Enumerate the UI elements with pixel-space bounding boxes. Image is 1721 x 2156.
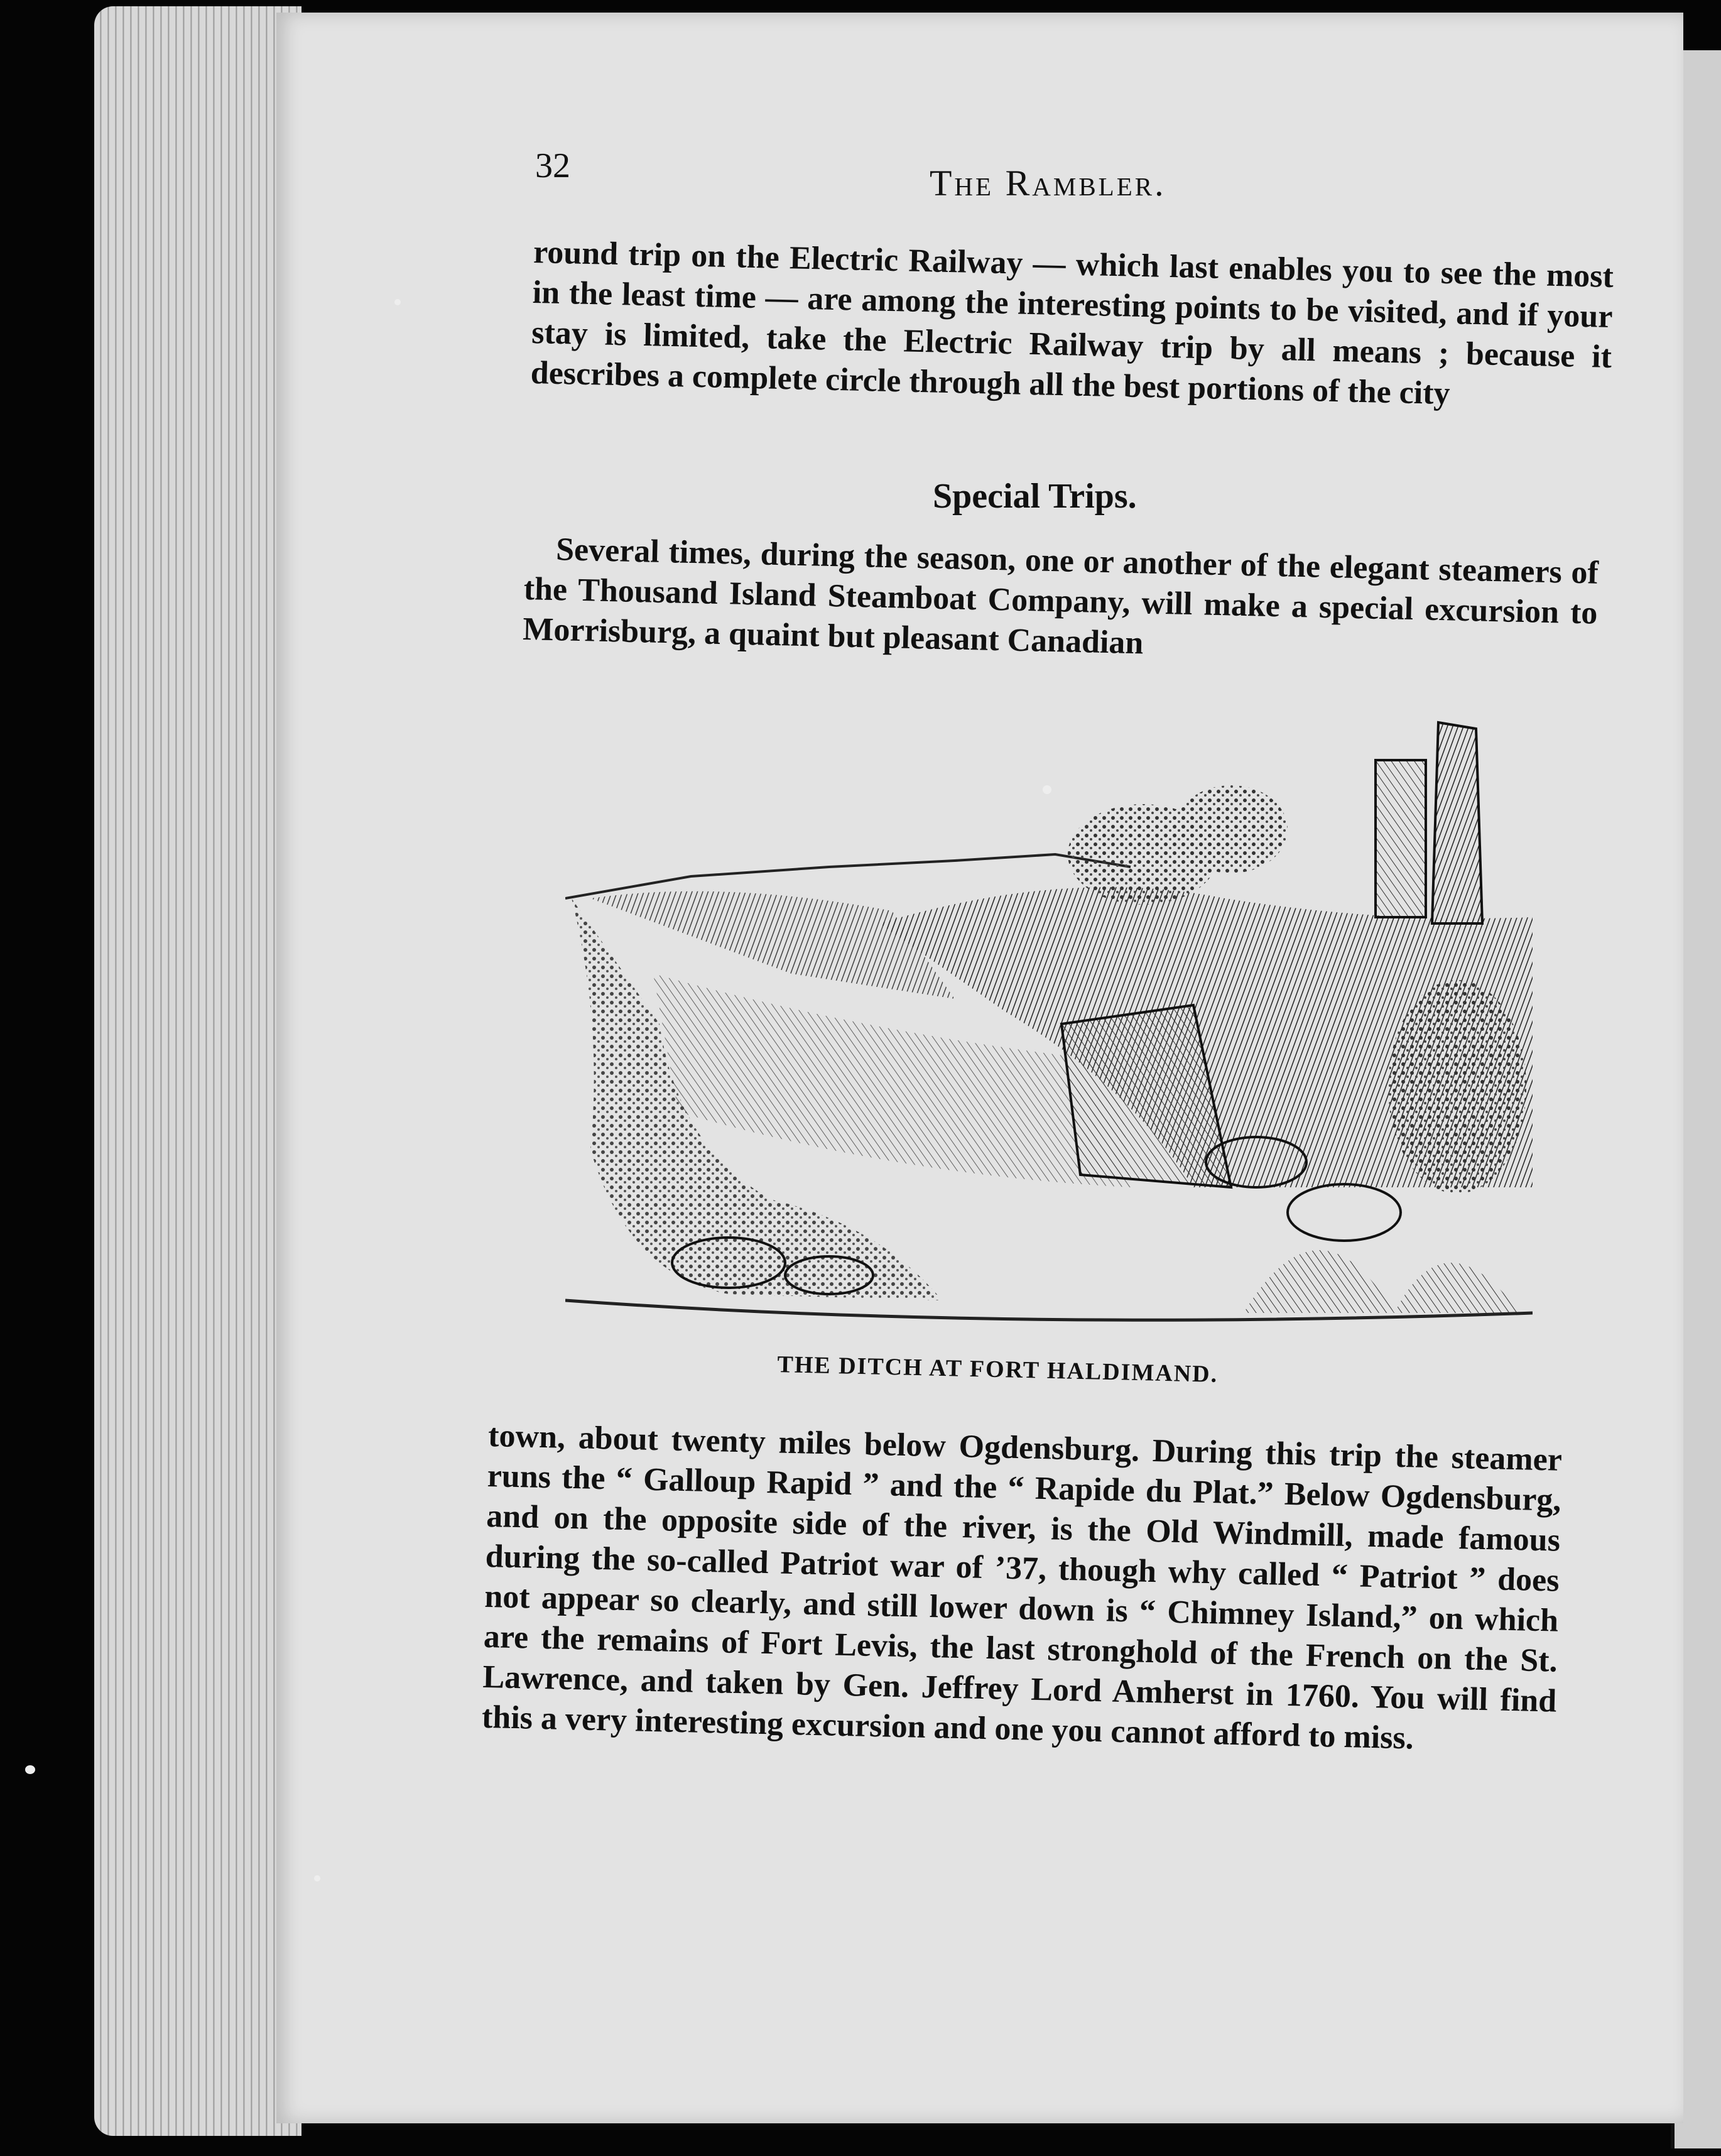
section-heading: Special Trips. <box>933 477 1137 516</box>
scan-speck <box>25 1765 35 1774</box>
book-page-edges <box>94 6 301 2136</box>
fort-ditch-engraving <box>565 710 1533 1344</box>
scan-speck <box>314 1875 320 1881</box>
scan-speck <box>394 299 401 305</box>
paragraph-top: round trip on the Electric Railway — which last enables you to see the most in the least time — are among the interesting points to be visited, and if your stay is limited, take the Electric Railway trip by all means ; because it describes a complete circle through all the best portions of the city <box>530 234 1614 412</box>
paragraph-bottom: town, about twenty miles below Ogdensburg. During this trip the steamer runs the “ Galloup Rapid ” and the “ Rapide du Plat.” Below Ogdensburg, and on the opposite side of the river, is the Old Windmill, made famous during the so-called Patriot war of ’37, though why called “ Patriot ” does not appear so clearly, and still lower down is “ Chimney Island,” on which are the remains of Fort Levis, the last stronghold of the French on the St. Lawrence, and taken by Gen. Jeffrey Lord Amherst in 1760. You will find this a very interesting excursion and one you cannot afford to miss. <box>481 1417 1563 1756</box>
engraving-illustration <box>565 710 1533 1344</box>
scan-speck <box>1043 785 1051 794</box>
running-head: The Rambler. <box>930 163 1166 204</box>
figure-caption: THE DITCH AT FORT HALDIMAND. <box>777 1351 1219 1388</box>
page-number: 32 <box>535 146 570 185</box>
paragraph-mid: Several times, during the season, one or another of the elegant steamers of the Thousand Island Steamboat Company, will make a special excursion to Morrisburg, a quaint but pleasant Canadian <box>522 531 1599 662</box>
